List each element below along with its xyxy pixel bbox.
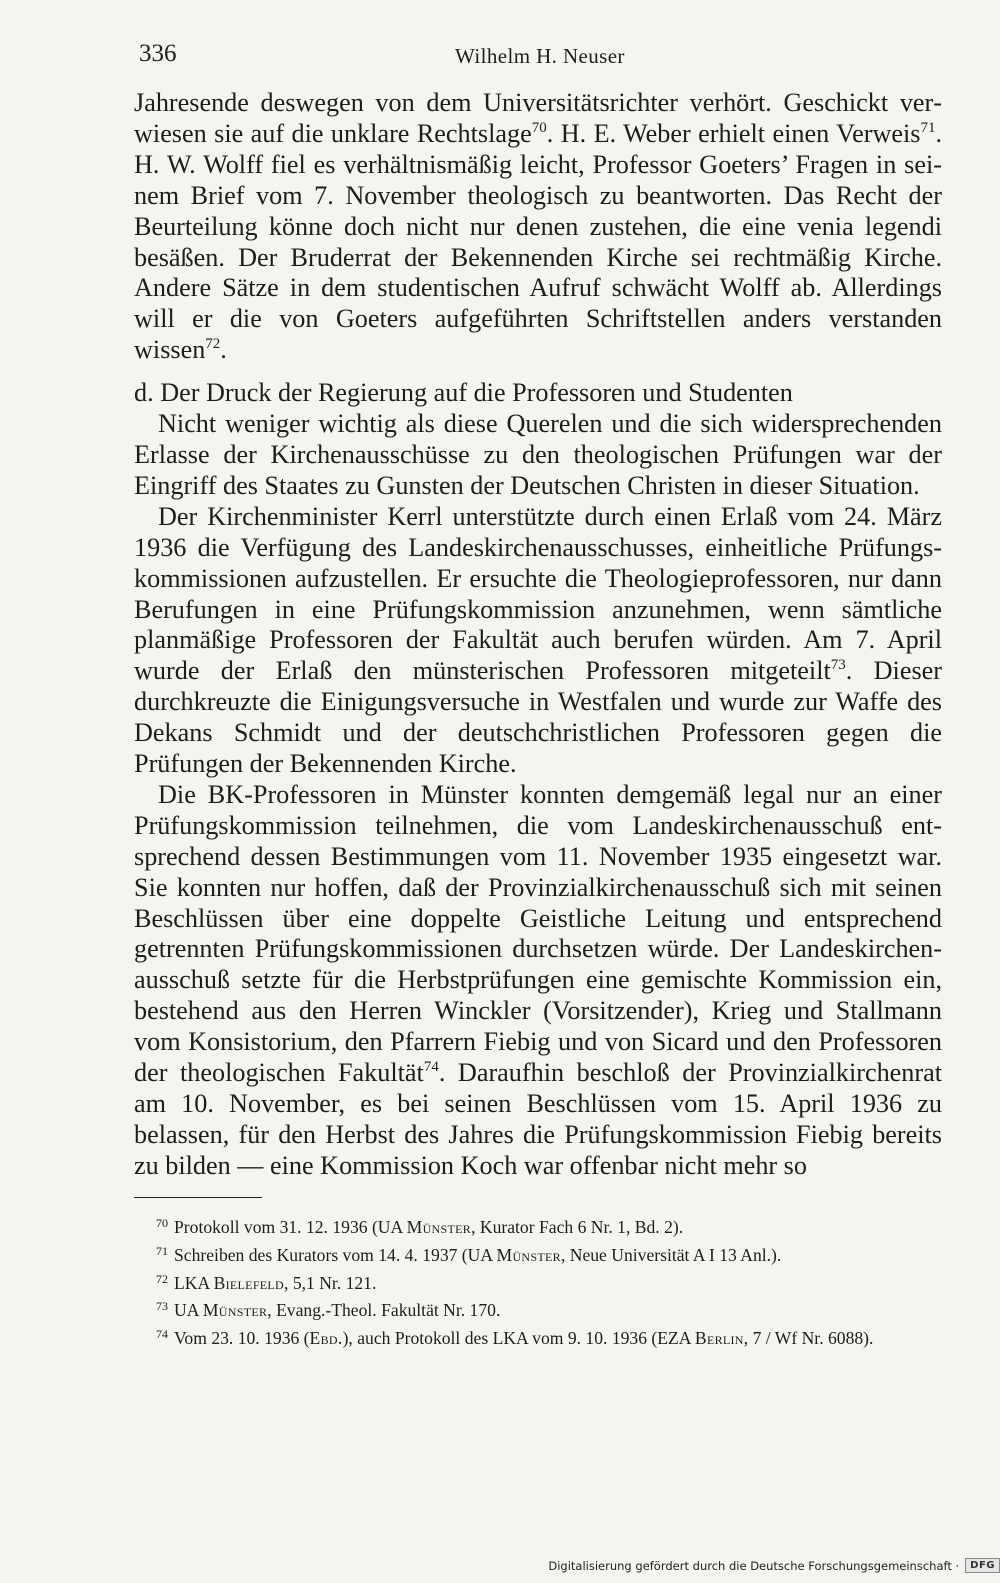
body-text xyxy=(134,88,942,1182)
running-head: Wilhelm H. Neuser xyxy=(455,44,625,68)
footnote-divider xyxy=(134,1197,262,1198)
paragraph-4: Die BK-Professoren in Münster konnten demgemäß legal nur an einer Prüfungskommission teilnehmen, die vom Landeskirchenausschuß entsprechend dessen Bestimmungen vom 11. November 1935 eingesetzt war. Sie konnten nur hoffen, daß der Provinzialkirchenausschuß sich mit seinen Beschlüssen über eine doppelte Geistliche Leitung und entsprechend getrennten Prüfungskommissionen durchsetzen würde. Der Landeskirchenausschuß setzte für die Herbstprüfungen eine gemischte Kommission ein, bestehend aus den Herren Winckler (Vorsitzender), Krieg und Stallmann vom Konsistorium, den Pfarrern Fiebig und von Sicard und den Professoren der theologischen Fakultät$^{74}$. Daraufhin beschloß der Provinzialkirchenrat am 10. November, es bei seinen Beschlüssen vom 15. April 1936 zu belassen, für den Herbst des Jahres die Prüfungskommission Fiebig bereits zu bilden — eine Kommission Koch war offenbar nicht mehr so xyxy=(134,779,943,1180)
footnote-ref-72[interactable]: 72 xyxy=(205,336,221,353)
footnote-ref-74[interactable]: 74 xyxy=(423,1059,439,1076)
footnote-70: $^{70}$ Protokoll vom 31. 12. 1936 (UA Münster, Kurator Fach 6 Nr. 1, Bd. 2). xyxy=(156,1216,684,1237)
footnote-ref-70[interactable]: 70 xyxy=(531,119,547,136)
paragraph-1: Jahresende deswegen von dem Universitätsrichter verhört. Geschickt verwiesen sie auf die unklare Rechtslage$^{70}$. H. E. Weber erhielt einen Verweis$^{71}$. H. W. Wolff fiel es verhältnismäßig leicht, Professor Goeters’ Fragen in seinem Brief vom 7. November theologisch zu beantworten. Das Recht der Beurteilung könne doch nicht nur denen zustehen, die eine venia legendi besäßen. Der Bruderrat der Bekennenden Kirche sei rechtmäßig Kirche. Andere Sätze in dem studentischen Aufruf schwächt Wolff ab. Allerdings will er die von Goeters aufgeführten Schriftstellen anders verstanden wissen$^{72}$. xyxy=(134,88,943,365)
footnote-71: $^{71}$ Schreiben des Kurators vom 14. 4. 1937 (UA Münster, Neue Universität A I 13 Anl.). xyxy=(156,1243,782,1265)
paragraph-2: Nicht weniger wichtig als diese Querelen und die sich widersprechenden Erlasse der Kirchenausschüsse zu den theologischen Prüfungen war der Eingriff des Staates zu Gunsten der Deutschen Christen in dieser Situation. xyxy=(134,409,942,500)
paragraph-3: Der Kirchenminister Kerrl unterstützte durch einen Erlaß vom 24. März 1936 die Verfügung des Landeskirchenausschusses, einheitliche Prüfungskommissionen aufzustellen. Er ersuchte die Theologieprofessoren, nur dann Berufungen in eine Prüfungskommission anzunehmen, wenn sämtliche planmäßige Professoren der Fakultät auch berufen würden. Am 7. April wurde der Erlaß den münsterischen Professoren mitgeteilt$^{73}$. Dieser durchkreuzte die Einigungsversuche in Westfalen und wurde zur Waffe des Dekans Schmidt und der deutschchristlichen Professoren gegen die Prüfungen der Bekennenden Kirche. xyxy=(134,501,942,779)
page-number: 336 xyxy=(139,40,177,67)
footnote-74: $^{74}$ Vom 23. 10. 1936 (Ebd.), auch Protokoll des LKA vom 9. 10. 1936 (EZA Berlin, 7 / Wf Nr. 6088). xyxy=(156,1327,874,1349)
footnote-73: $^{73}$ UA Münster, Evang.-Theol. Fakultät Nr. 170. xyxy=(156,1299,501,1321)
section-heading: d. Der Druck der Regierung auf die Professoren und Studenten xyxy=(134,378,793,408)
dfg-logo-icon: DFG xyxy=(965,1558,1000,1573)
footnotes xyxy=(134,1212,954,1351)
footnote-ref-73[interactable]: 73 xyxy=(830,657,846,674)
footnote-72: $^{72}$ LKA Bielefeld, 5,1 Nr. 121. xyxy=(156,1271,377,1293)
digitization-credit xyxy=(548,1558,1000,1573)
credit-text: Digitalisierung gefördert durch die Deutsche Forschungsgemeinschaft · xyxy=(548,1558,960,1573)
footnote-ref-71[interactable]: 71 xyxy=(920,119,936,136)
